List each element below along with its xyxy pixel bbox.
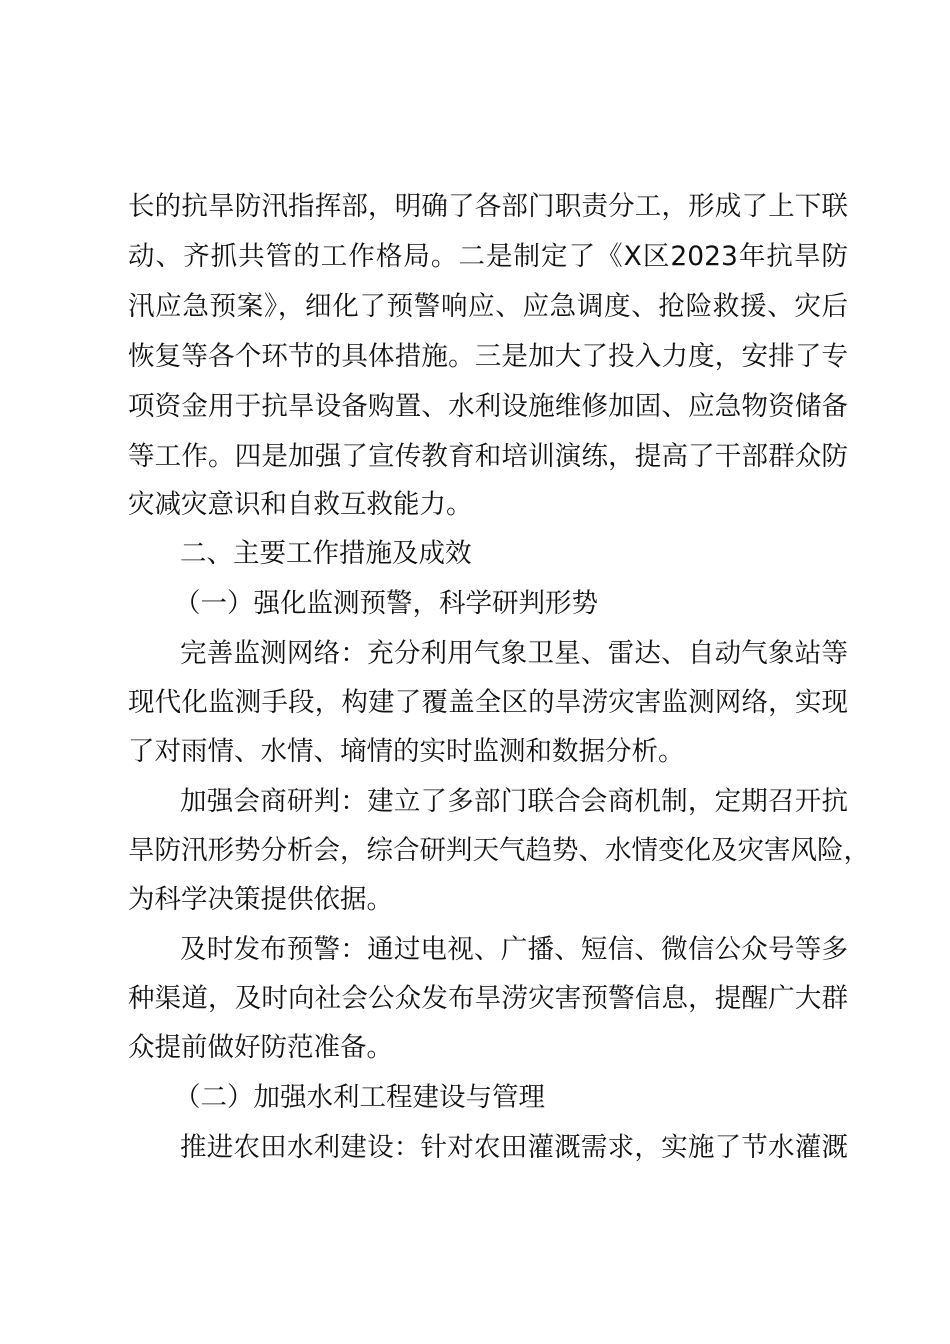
section-heading: 二、主要工作措施及成效 xyxy=(180,538,472,569)
text-line: 众提前做好防范准备。 xyxy=(128,1032,393,1063)
text-line: 为科学决策提供依据。 xyxy=(128,884,393,915)
text-line: 汛应急预案》，细化了预警响应、应急调度、抢险救援、灾后 xyxy=(128,291,848,322)
text-line: 推进农田水利建设：针对农田灌溉需求，实施了节水灌溉 xyxy=(180,1132,848,1163)
text-line: 现代化监测手段，构建了覆盖全区的旱涝灾害监测网络，实现 xyxy=(128,687,848,718)
text-line: 了对雨情、水情、墒情的实时监测和数据分析。 xyxy=(128,736,685,767)
text-line: 及时发布预警：通过电视、广播、短信、微信公众号等多 xyxy=(180,934,848,965)
text-line: 项资金用于抗旱设备购置、水利设施维修加固、应急物资储备 xyxy=(128,391,848,422)
text-line: 等工作。四是加强了宣传教育和培训演练，提高了干部群众防 xyxy=(128,441,848,472)
text-line: 灾减灾意识和自救互救能力。 xyxy=(128,489,473,520)
text-line: 完善监测网络：充分利用气象卫星、雷达、自动气象站等 xyxy=(180,638,848,669)
text-line: 加强会商研判：建立了多部门联合会商机制，定期召开抗 xyxy=(180,786,848,817)
text-line: 恢复等各个环节的具体措施。三是加大了投入力度，安排了专 xyxy=(128,341,848,372)
text-line: 种渠道，及时向社会公众发布旱涝灾害预警信息，提醒广大群 xyxy=(128,983,848,1014)
text-line: 旱防汛形势分析会，综合研判天气趋势、水情变化及灾害风险， xyxy=(128,835,870,866)
subsection-heading: （二）加强水利工程建设与管理 xyxy=(174,1082,545,1113)
text-line: 动、齐抓共管的工作格局。二是制定了《X区2023年抗旱防 xyxy=(128,241,848,272)
subsection-heading: （一）强化监测预警，科学研判形势 xyxy=(174,588,598,619)
text-line: 长的抗旱防汛指挥部，明确了各部门职责分工，形成了上下联 xyxy=(128,191,848,222)
